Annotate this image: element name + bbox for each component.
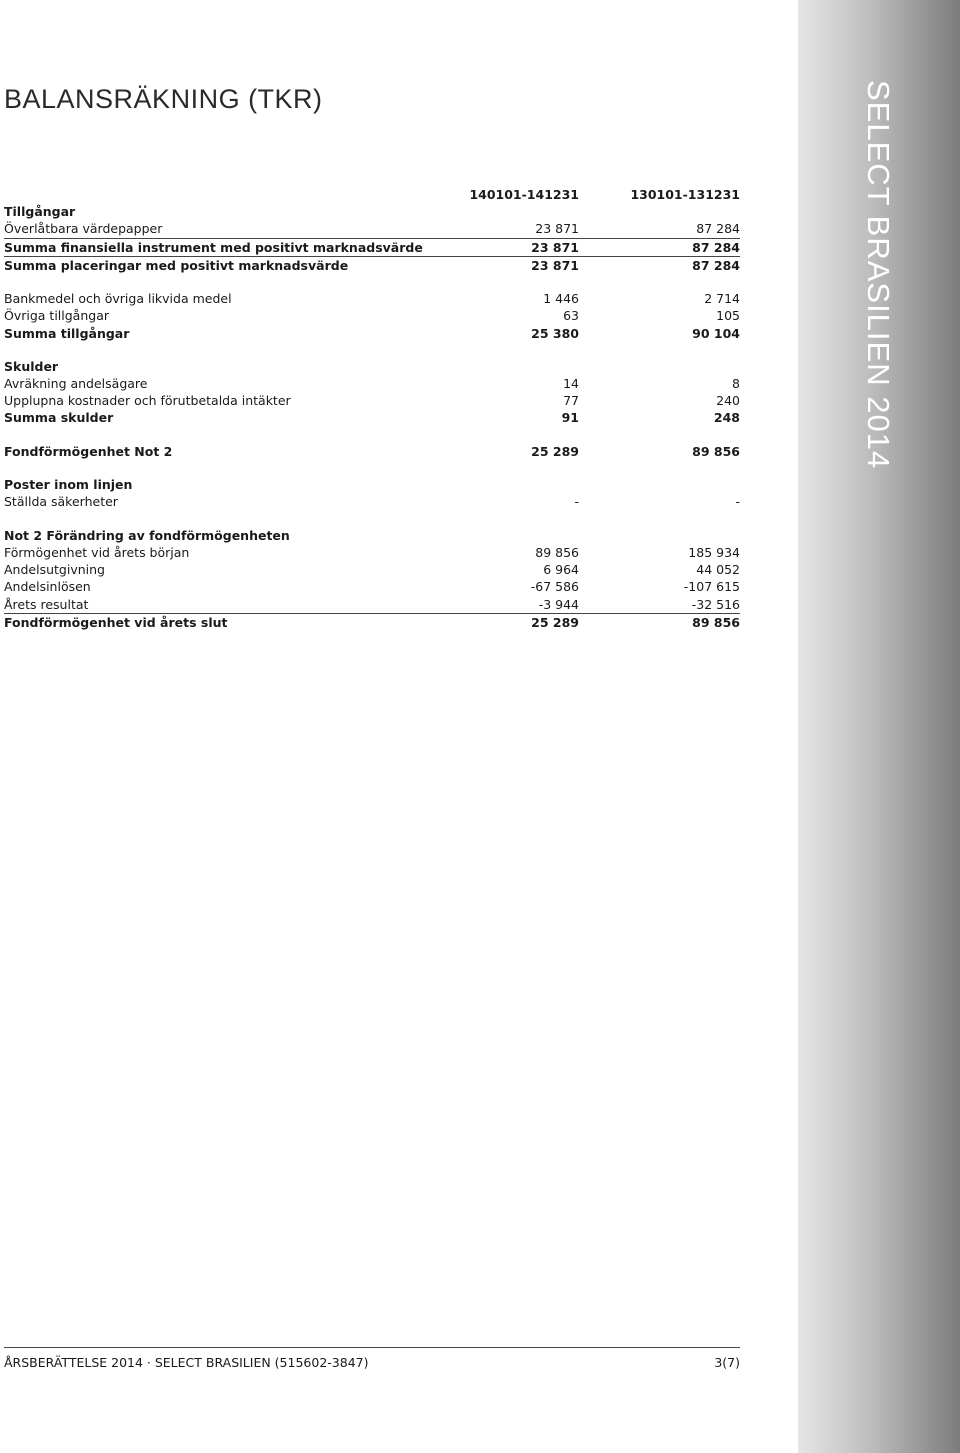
row-label: Poster inom linjen (4, 477, 133, 493)
value-2013: 87 284 (696, 221, 740, 237)
value-2013: 2 714 (704, 291, 740, 307)
row-label: Not 2 Förändring av fondförmögenheten (4, 527, 290, 543)
table-row (4, 375, 740, 392)
footer-divider (4, 1347, 740, 1348)
table-row (4, 290, 740, 307)
table-row (4, 392, 740, 409)
value-2014: 89 856 (535, 544, 579, 560)
value-2014: -67 586 (530, 579, 579, 595)
value-2014: 91 (561, 410, 579, 426)
value-2014: 23 871 (531, 239, 579, 255)
value-2014: 63 (563, 308, 579, 324)
page-title: BALANSRÄKNING (TKR) (4, 84, 323, 114)
value-2014: 140101-141231 (469, 187, 579, 202)
value-2013: 90 104 (692, 325, 740, 341)
row-label: Fondförmögenhet vid årets slut (4, 614, 228, 630)
value-2013: 105 (716, 308, 740, 324)
value-2014: 25 289 (531, 614, 579, 630)
row-label: Avräkning andelsägare (4, 376, 148, 392)
table-row (4, 203, 740, 220)
row-label: Fondförmögenhet Not 2 (4, 443, 173, 459)
row-label: Ställda säkerheter (4, 494, 118, 510)
table-row (4, 476, 740, 493)
value-2013: - (735, 494, 740, 510)
value-2013: -107 615 (683, 579, 740, 595)
value-2013: 44 052 (696, 562, 740, 578)
row-label: Årets resultat (4, 596, 89, 612)
sidebar-title: SELECT BRASILIEN 2014 (861, 80, 896, 470)
row-label: Bankmedel och övriga likvida medel (4, 291, 232, 307)
value-2014: 77 (563, 393, 579, 409)
row-label: Överlåtbara värdepapper (4, 221, 163, 237)
row-label: Andelsutgivning (4, 562, 105, 578)
table-row (4, 527, 740, 544)
row-label: Summa skulder (4, 410, 114, 426)
row-label: Förmögenhet vid årets början (4, 544, 190, 560)
value-2014: 1 446 (543, 291, 579, 307)
table-row (4, 256, 740, 274)
table-row (4, 613, 740, 631)
table-row (4, 358, 740, 375)
row-label: Andelsinlösen (4, 579, 91, 595)
value-2013: 240 (716, 393, 740, 409)
page-number: 3(7) (714, 1355, 740, 1370)
value-2013: 89 856 (692, 614, 740, 630)
value-2014: - (574, 494, 579, 510)
table-row (4, 307, 740, 324)
table-row (4, 220, 740, 237)
row-label: Tillgångar (4, 204, 76, 220)
table-row (4, 544, 740, 561)
value-2013: 87 284 (692, 239, 740, 255)
value-2014: -3 944 (538, 596, 579, 612)
balance-table (4, 186, 740, 631)
value-2013: 87 284 (692, 257, 740, 273)
row-label: Summa tillgångar (4, 325, 130, 341)
value-2013: 8 (732, 376, 740, 392)
table-row (4, 561, 740, 578)
row-label: Skulder (4, 358, 59, 374)
value-2014: 14 (563, 376, 579, 392)
row-label: Upplupna kostnader och förutbetalda intäkter (4, 393, 291, 409)
footer-text: ÅRSBERÄTTELSE 2014 · SELECT BRASILIEN (515602-3847) (4, 1355, 369, 1370)
table-row (4, 443, 740, 460)
value-2014: 25 289 (531, 443, 579, 459)
table-row (4, 493, 740, 510)
value-2013: 248 (713, 410, 740, 426)
value-2013: -32 516 (691, 596, 740, 612)
value-2014: 6 964 (543, 562, 579, 578)
value-2013: 89 856 (692, 443, 740, 459)
value-2014: 23 871 (531, 257, 579, 273)
table-row (4, 409, 740, 426)
value-2013: 185 934 (688, 544, 740, 560)
value-2014: 23 871 (535, 221, 579, 237)
value-2013: 130101-131231 (630, 187, 740, 202)
table-row (4, 186, 740, 203)
table-row (4, 325, 740, 342)
value-2014: 25 380 (531, 325, 579, 341)
table-row (4, 578, 740, 595)
table-row (4, 596, 740, 613)
table-row (4, 238, 740, 256)
row-label: Summa placeringar med positivt marknadsvärde (4, 257, 349, 273)
row-label: Övriga tillgångar (4, 308, 109, 324)
row-label: Summa finansiella instrument med positivt marknadsvärde (4, 239, 423, 255)
